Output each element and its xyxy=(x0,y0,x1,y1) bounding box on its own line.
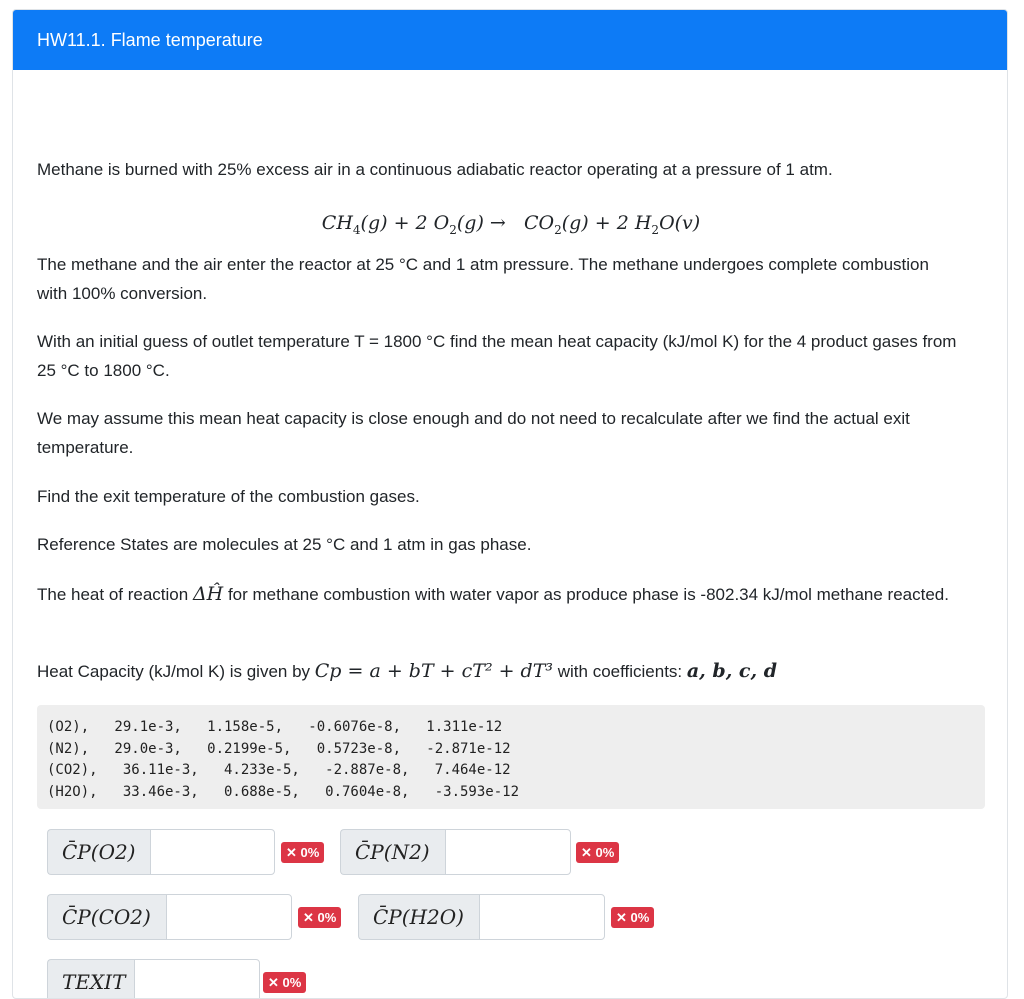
answer-group-cp-h2o xyxy=(358,894,605,940)
question-card xyxy=(12,9,1008,999)
problem-intro: Methane is burned with 25% excess air in a continuous adiabatic reactor operating at a pressure of 1 atm. xyxy=(37,160,833,179)
cp-co2-score-badge: ✕ 0% xyxy=(298,907,341,928)
cp-o2-input[interactable] xyxy=(150,829,275,875)
cp-h2o-input[interactable] xyxy=(479,894,605,940)
t-exit-score-badge: ✕ 0% xyxy=(263,972,306,993)
cp-co2-input[interactable] xyxy=(166,894,292,940)
cp-n2-score-badge: ✕ 0% xyxy=(576,842,619,863)
cp-o2-score-badge: ✕ 0% xyxy=(281,842,324,863)
answer-group-cp-n2 xyxy=(340,829,571,875)
problem-feed-conditions: The methane and the air enter the reactor at 25 °C and 1 atm pressure. The methane undergoes complete combustion with 100% conversion. xyxy=(37,255,929,303)
problem-reference-states: Reference States are molecules at 25 °C and 1 atm in gas phase. xyxy=(37,535,532,554)
cp-h2o-label: C̄P(H2O) xyxy=(358,894,479,940)
reaction-equation: $CH_4(g) + 2$ $O_2(g)$ → $CO_2(g) + 2$ $H_2O(v)$ xyxy=(321,212,701,237)
problem-heat-of-reaction: The heat of reaction ΔĤ for methane combustion with water vapor as produce phase is -802.34 kJ/mol methane reacted. xyxy=(37,583,949,605)
problem-assumption: We may assume this mean heat capacity is close enough and do not need to recalculate after we find the actual exit temperature. xyxy=(37,409,910,457)
coefficients-table: (O2), 29.1e-3, 1.158e-5, -0.6076e-8, 1.311e-12 (N2), 29.0e-3, 0.2199e-5, 0.5723e-8, -2.871e-12 (CO2), 36.11e-3, 4.233e-5, -2.887e-8, 7.464e-12 (H2O), 33.46e-3, 0.688e-5, 0.7604e-8, -3.593e-12 xyxy=(37,705,985,809)
t-exit-label: TEXIT xyxy=(47,959,134,999)
delta-h-symbol: ΔĤ xyxy=(192,583,224,605)
answer-group-cp-co2 xyxy=(47,894,292,940)
answer-group-t-exit xyxy=(47,959,260,999)
problem-heat-capacity: Heat Capacity (kJ/mol K) is given by Cp = a + bT + cT² + dT³ with coefficients: a, b, c, d xyxy=(37,660,778,682)
cp-n2-label: C̄P(N2) xyxy=(340,829,445,875)
cp-o2-label: C̄P(O2) xyxy=(47,829,150,875)
cp-n2-input[interactable] xyxy=(445,829,571,875)
cp-formula: Cp = a + bT + cT² + dT³ xyxy=(314,660,554,682)
problem-initial-guess: With an initial guess of outlet temperature T = 1800 °C find the mean heat capacity (kJ/mol K) for the 4 product gases from 25 °C to 1800 °C. xyxy=(37,332,957,380)
question-title: HW11.1. Flame temperature xyxy=(13,10,1007,70)
cp-h2o-score-badge: ✕ 0% xyxy=(611,907,654,928)
t-exit-input[interactable] xyxy=(134,959,260,999)
problem-find: Find the exit temperature of the combustion gases. xyxy=(37,487,420,506)
cp-co2-label: C̄P(CO2) xyxy=(47,894,166,940)
cp-coefficients: a, b, c, d xyxy=(686,660,778,682)
answer-group-cp-o2 xyxy=(47,829,275,875)
